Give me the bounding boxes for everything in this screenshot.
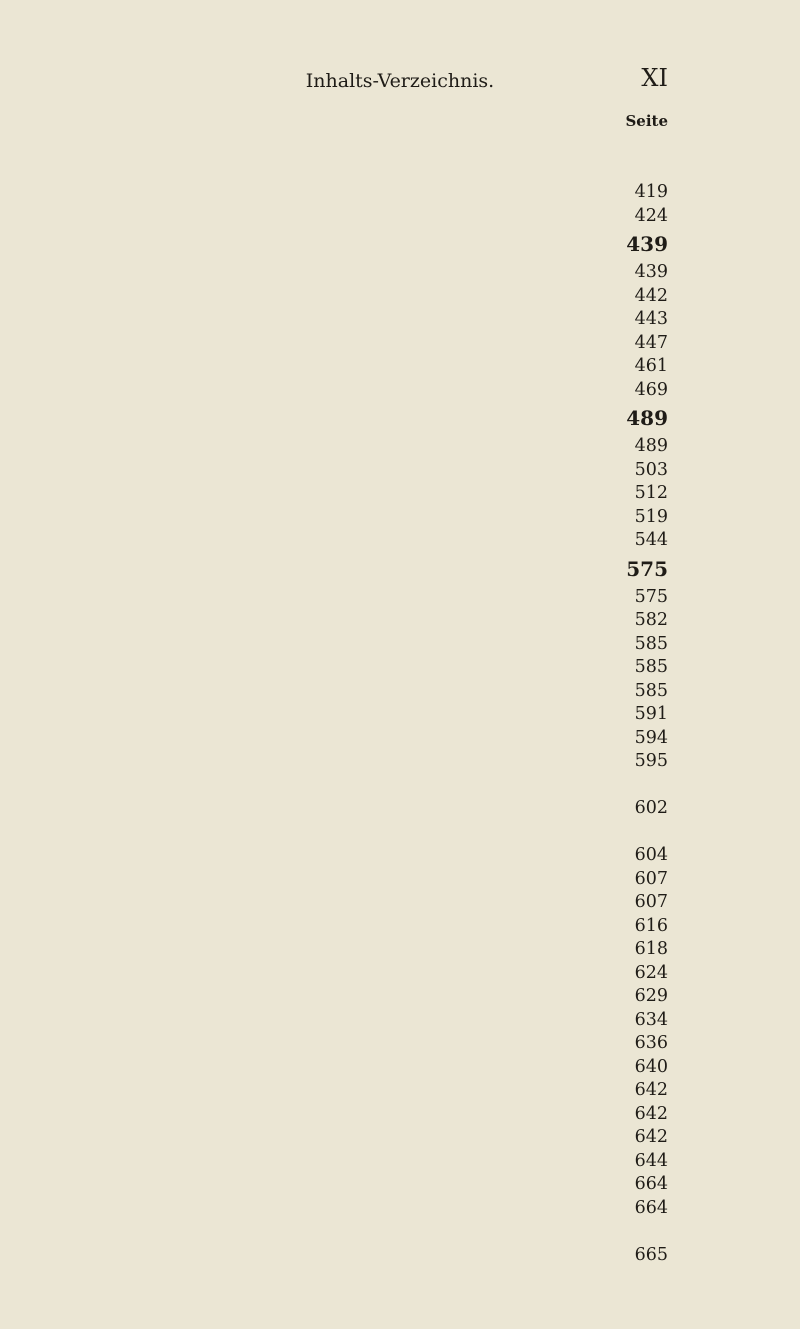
toc-entry (0, 205, 800, 229)
toc-entry (0, 506, 800, 530)
toc-page-number: 519 (634, 506, 668, 527)
toc-entry (0, 482, 800, 506)
toc-entry (0, 703, 800, 727)
toc-page-number: 607 (634, 892, 668, 912)
table-of-contents (0, 134, 800, 1267)
toc-entry (0, 727, 800, 751)
page-number: XI (641, 64, 668, 92)
toc-entry (0, 134, 800, 158)
toc-page-number: 604 (634, 845, 668, 865)
toc-entry (0, 774, 800, 798)
toc-entry (0, 1150, 800, 1174)
toc-page-number: 636 (634, 1033, 668, 1053)
toc-page-number: 461 (634, 356, 668, 376)
toc-page-number: 664 (634, 1197, 668, 1218)
toc-page-number: 624 (634, 962, 668, 983)
toc-entry (0, 868, 800, 892)
toc-entry (0, 938, 800, 962)
toc-entry (0, 1079, 800, 1103)
toc-entry (0, 355, 800, 379)
toc-entry (0, 656, 800, 680)
toc-page-number: 644 (634, 1150, 668, 1171)
toc-page-number: 642 (634, 1103, 668, 1124)
toc-entry (0, 586, 800, 610)
toc-page-number: 618 (634, 939, 668, 959)
toc-page-number: 424 (634, 205, 668, 226)
toc-entry (0, 181, 800, 205)
toc-section-heading (0, 553, 800, 586)
toc-entry (0, 1126, 800, 1150)
toc-entry (0, 1056, 800, 1080)
toc-entry (0, 821, 800, 845)
toc-page-number: 585 (634, 680, 668, 701)
toc-page-number: 439 (634, 262, 668, 282)
toc-page-number: 616 (634, 915, 668, 936)
toc-page-number: 582 (634, 610, 668, 630)
toc-page-number: 585 (634, 633, 668, 654)
page-header (0, 64, 800, 94)
toc-page-number: 469 (634, 379, 668, 400)
toc-page-number: 629 (634, 986, 668, 1006)
toc-page-number: 503 (634, 459, 668, 480)
toc-section-heading (0, 402, 800, 435)
toc-entry (0, 459, 800, 483)
toc-entry (0, 680, 800, 704)
toc-entry (0, 529, 800, 553)
toc-page-number: 575 (626, 556, 668, 581)
toc-entry (0, 435, 800, 459)
toc-page-number: 642 (634, 1127, 668, 1147)
toc-page-number: 664 (634, 1174, 668, 1194)
toc-entry (0, 750, 800, 774)
toc-page-number: 575 (634, 586, 668, 607)
toc-page-number: 595 (634, 751, 668, 771)
toc-entry (0, 844, 800, 868)
toc-page-number: 443 (634, 309, 668, 329)
toc-page-number: 607 (634, 868, 668, 889)
toc-entry (0, 379, 800, 403)
toc-page-number: 594 (634, 727, 668, 748)
toc-entry (0, 1009, 800, 1033)
toc-page-number: 591 (634, 704, 668, 724)
toc-page-number: 634 (634, 1009, 668, 1030)
toc-page-number: 419 (634, 182, 668, 202)
toc-entry (0, 891, 800, 915)
seite-label: Seite (625, 112, 668, 130)
toc-entry (0, 285, 800, 309)
toc-page-number: 447 (634, 332, 668, 353)
toc-section-heading (0, 228, 800, 261)
toc-entry (0, 1197, 800, 1221)
toc-page-number: 489 (634, 436, 668, 456)
toc-page-number: 585 (634, 657, 668, 677)
toc-page-number: 512 (634, 483, 668, 503)
toc-page-number: 640 (634, 1056, 668, 1077)
toc-page-number: 665 (634, 1244, 668, 1265)
toc-entry (0, 985, 800, 1009)
toc-entry (0, 962, 800, 986)
toc-entry (0, 1103, 800, 1127)
toc-entry (0, 158, 800, 182)
toc-page-number: 442 (634, 285, 668, 306)
toc-entry (0, 1173, 800, 1197)
toc-entry (0, 1220, 800, 1244)
toc-page-number: 544 (634, 530, 668, 550)
toc-page-number: 602 (634, 798, 668, 818)
toc-entry (0, 609, 800, 633)
toc-entry (0, 261, 800, 285)
toc-page-number: 642 (634, 1080, 668, 1100)
toc-entry (0, 332, 800, 356)
toc-page-number: 489 (626, 406, 668, 430)
running-title: Inhalts-Verzeichnis. (305, 70, 495, 92)
toc-page-number: 439 (626, 232, 668, 256)
toc-entry (0, 308, 800, 332)
toc-entry (0, 633, 800, 657)
toc-entry (0, 915, 800, 939)
toc-entry (0, 1244, 800, 1268)
toc-entry (0, 1032, 800, 1056)
toc-entry (0, 797, 800, 821)
